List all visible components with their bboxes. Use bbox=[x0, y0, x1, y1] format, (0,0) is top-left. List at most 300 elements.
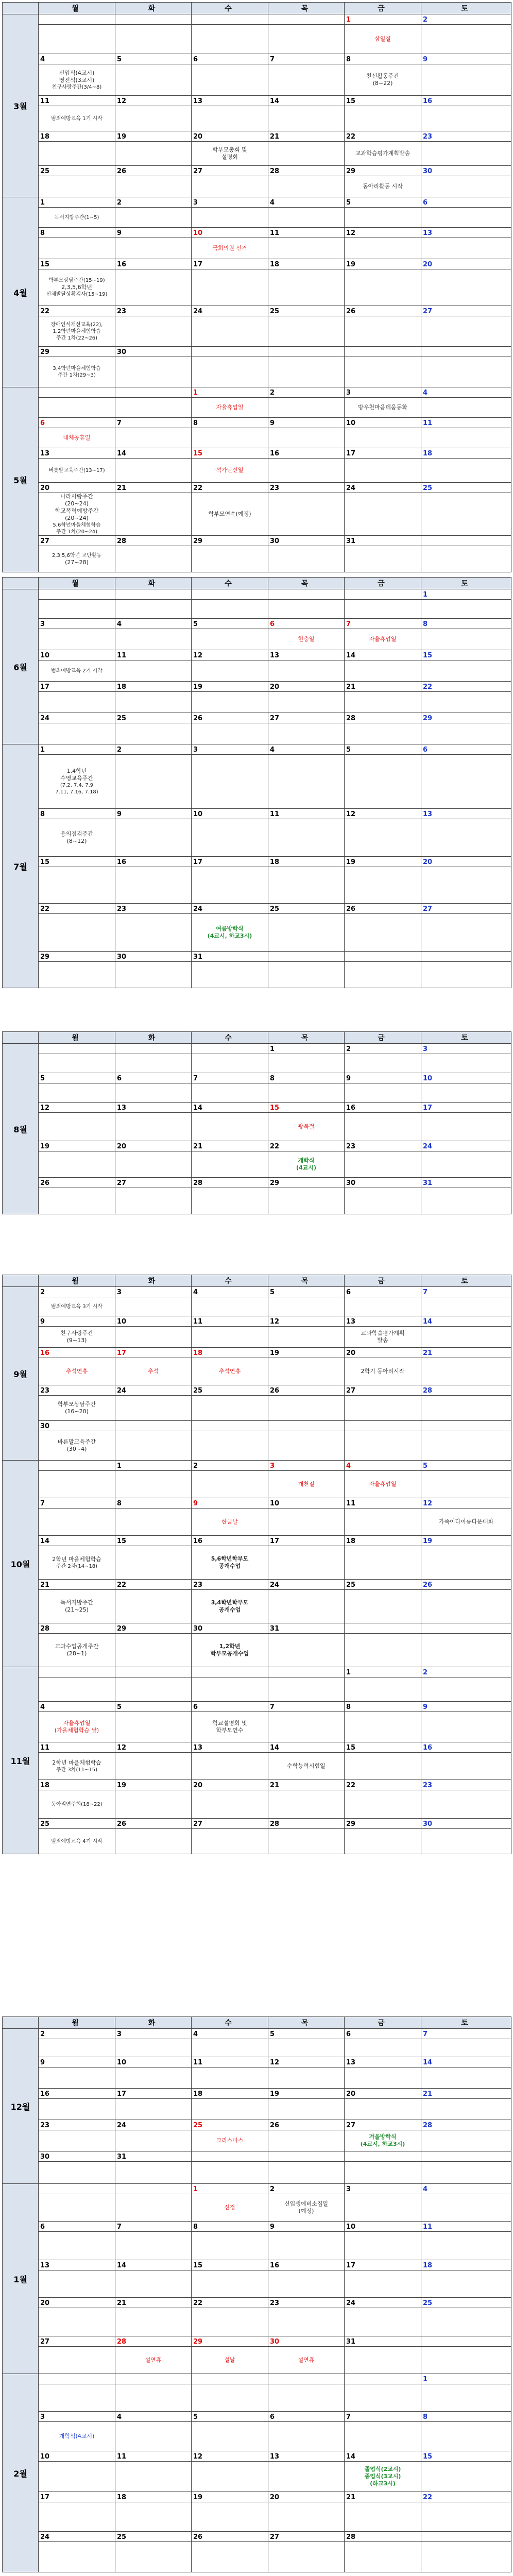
day-cell bbox=[115, 1348, 192, 1358]
event-text: 버릇발교육주간(13~17) bbox=[48, 467, 105, 473]
day-number: 28 bbox=[423, 2122, 433, 2129]
day-number: 26 bbox=[193, 2533, 203, 2541]
empty-event-cell bbox=[268, 2384, 345, 2412]
day-number: 12 bbox=[193, 2453, 203, 2461]
empty-event-cell bbox=[115, 1829, 192, 1854]
week-event-row bbox=[3, 2384, 511, 2412]
calendar-section bbox=[2, 577, 511, 988]
week-event-row bbox=[3, 1634, 511, 1667]
empty-event-cell bbox=[345, 1790, 421, 1819]
event-cell bbox=[268, 1753, 345, 1780]
day-number: 31 bbox=[270, 1625, 280, 1633]
empty-event-cell bbox=[421, 1054, 511, 1073]
event-cell bbox=[345, 142, 421, 166]
event-cell bbox=[39, 546, 115, 572]
empty-event-cell bbox=[345, 1677, 421, 1702]
event-text: 5,6학년마을체험학습 bbox=[53, 522, 101, 528]
event-text: 3,4학년학부모 bbox=[211, 1599, 249, 1606]
day-cell bbox=[115, 2532, 192, 2542]
empty-event-cell bbox=[268, 723, 345, 744]
empty-event-cell bbox=[421, 2270, 511, 2298]
day-cell bbox=[268, 1141, 345, 1151]
day-cell bbox=[268, 1623, 345, 1634]
event-cell bbox=[192, 1590, 268, 1623]
empty-event-cell bbox=[268, 1188, 345, 1214]
day-number: 14 bbox=[270, 97, 280, 105]
empty-event-cell bbox=[268, 1396, 345, 1421]
day-cell bbox=[39, 259, 115, 269]
week-event-row bbox=[3, 2308, 511, 2336]
day-cell bbox=[268, 2184, 345, 2194]
empty-event-cell bbox=[421, 1634, 511, 1667]
week-event-row bbox=[3, 1327, 511, 1348]
empty-event-cell bbox=[421, 1677, 511, 1702]
day-cell bbox=[39, 1316, 115, 1327]
day-cell bbox=[421, 682, 511, 692]
day-number: 26 bbox=[346, 308, 356, 315]
empty-event-cell bbox=[421, 867, 511, 904]
week-day-row bbox=[3, 2412, 511, 2422]
day-cell bbox=[192, 14, 268, 25]
day-cell bbox=[115, 228, 192, 238]
event-cell bbox=[345, 64, 421, 96]
empty-event-cell bbox=[268, 914, 345, 952]
empty-event-cell bbox=[115, 1054, 192, 1073]
day-number: 20 bbox=[193, 1782, 203, 1789]
day-number: 18 bbox=[40, 1782, 50, 1789]
day-number: 24 bbox=[346, 2299, 356, 2307]
empty-event-cell bbox=[345, 1188, 421, 1214]
day-cell bbox=[115, 1103, 192, 1113]
day-number: 1 bbox=[193, 2185, 198, 2193]
day-number: 15 bbox=[423, 652, 433, 659]
empty-event-cell bbox=[115, 2462, 192, 2492]
week-event-row bbox=[3, 867, 511, 904]
day-cell bbox=[192, 1580, 268, 1590]
event-cell bbox=[39, 1790, 115, 1819]
event-text: 한글날 bbox=[221, 1518, 238, 1525]
event-cell bbox=[39, 2422, 115, 2451]
day-cell bbox=[345, 1623, 421, 1634]
day-number: 18 bbox=[117, 683, 127, 691]
day-number bbox=[39, 1667, 115, 1677]
event-text: 신입생예비소집일 bbox=[284, 2200, 328, 2207]
day-cell bbox=[192, 1819, 268, 1829]
empty-event-cell bbox=[421, 1188, 511, 1214]
day-number: 25 bbox=[423, 484, 433, 492]
weekday-header: 수 bbox=[192, 1275, 268, 1287]
day-cell bbox=[345, 2374, 421, 2384]
day-number: 15 bbox=[40, 261, 50, 268]
empty-event-cell bbox=[115, 1546, 192, 1580]
empty-event-cell bbox=[192, 2039, 268, 2057]
event-text: 겨울방학식 bbox=[369, 2133, 397, 2140]
day-cell bbox=[421, 857, 511, 867]
day-cell bbox=[421, 1498, 511, 1509]
day-cell bbox=[345, 1702, 421, 1712]
event-text: 2학년 마을체험학습 bbox=[52, 1759, 101, 1766]
day-cell bbox=[268, 1780, 345, 1790]
month-label: 9월 bbox=[3, 1287, 39, 1461]
day-cell bbox=[192, 2451, 268, 2462]
day-cell bbox=[115, 387, 192, 398]
day-number: 20 bbox=[270, 2494, 280, 2501]
day-cell bbox=[192, 418, 268, 428]
day-cell bbox=[345, 1461, 421, 1471]
day-number bbox=[39, 1044, 115, 1054]
day-cell bbox=[268, 54, 345, 64]
week-day-row bbox=[3, 536, 511, 546]
empty-event-cell bbox=[115, 238, 192, 259]
day-number: 2 bbox=[270, 389, 275, 397]
event-text: 학부모상담주간 bbox=[57, 1401, 96, 1408]
empty-event-cell bbox=[421, 1753, 511, 1780]
day-cell bbox=[39, 1780, 115, 1790]
week-event-row bbox=[3, 1471, 511, 1498]
week-day-row bbox=[3, 96, 511, 106]
day-number: 27 bbox=[193, 1820, 203, 1828]
day-number bbox=[421, 1623, 511, 1633]
event-text: 주간 2차(14~18) bbox=[56, 1563, 98, 1569]
empty-event-cell bbox=[115, 2270, 192, 2298]
day-number: 9 bbox=[346, 1075, 351, 1082]
empty-event-cell bbox=[421, 2194, 511, 2222]
week-event-row bbox=[3, 357, 511, 387]
empty-event-cell bbox=[421, 106, 511, 131]
day-number: 5 bbox=[270, 2030, 275, 2038]
day-cell bbox=[192, 166, 268, 176]
empty-event-cell bbox=[345, 2542, 421, 2572]
weekday-header: 화 bbox=[115, 1032, 192, 1044]
empty-event-cell bbox=[421, 962, 511, 988]
empty-event-cell bbox=[268, 2542, 345, 2572]
day-cell bbox=[268, 96, 345, 106]
event-text: 교과학습평가계획 bbox=[361, 1330, 405, 1336]
day-number: 27 bbox=[40, 537, 50, 545]
day-number bbox=[192, 14, 268, 24]
week-event-row bbox=[3, 2270, 511, 2298]
day-number: 12 bbox=[423, 1500, 433, 1507]
empty-event-cell bbox=[192, 1431, 268, 1461]
event-cell bbox=[345, 1358, 421, 1385]
day-cell bbox=[192, 1141, 268, 1151]
empty-event-cell bbox=[268, 1790, 345, 1819]
day-number: 19 bbox=[270, 1349, 280, 1357]
day-number: 13 bbox=[423, 810, 433, 818]
day-number: 18 bbox=[40, 133, 50, 141]
week-day-row bbox=[3, 2374, 511, 2384]
empty-event-cell bbox=[421, 25, 511, 54]
empty-event-cell bbox=[421, 629, 511, 650]
day-cell bbox=[115, 2492, 192, 2502]
day-number: 30 bbox=[423, 1820, 433, 1828]
week-day-row bbox=[3, 1073, 511, 1083]
day-number: 8 bbox=[423, 620, 428, 628]
empty-event-cell bbox=[345, 1151, 421, 1178]
day-cell bbox=[345, 131, 421, 142]
day-cell bbox=[115, 1819, 192, 1829]
day-cell bbox=[192, 259, 268, 269]
event-text: 학부모상담주간(15~19) bbox=[48, 278, 105, 283]
day-cell bbox=[39, 713, 115, 723]
day-number: 11 bbox=[193, 2059, 203, 2066]
month-label: 5월 bbox=[3, 387, 39, 572]
empty-event-cell bbox=[115, 1083, 192, 1103]
day-number: 24 bbox=[40, 2533, 50, 2541]
week-event-row bbox=[3, 2422, 511, 2451]
day-number: 16 bbox=[423, 97, 433, 105]
week-event-row bbox=[3, 2130, 511, 2151]
day-cell bbox=[268, 650, 345, 660]
day-number: 3 bbox=[117, 2030, 122, 2038]
day-cell bbox=[39, 1421, 115, 1431]
empty-event-cell bbox=[115, 2232, 192, 2260]
empty-event-cell bbox=[115, 2542, 192, 2572]
day-number: 18 bbox=[423, 2262, 433, 2269]
empty-event-cell bbox=[39, 2130, 115, 2151]
empty-event-cell bbox=[421, 2462, 511, 2492]
day-cell bbox=[345, 1421, 421, 1431]
day-number: 19 bbox=[117, 133, 127, 141]
weekday-header: 토 bbox=[421, 2017, 511, 2029]
month-label: 2월 bbox=[3, 2374, 39, 2572]
empty-event-cell bbox=[115, 493, 192, 536]
day-cell bbox=[115, 347, 192, 357]
empty-event-cell bbox=[421, 1113, 511, 1141]
day-number bbox=[115, 1667, 191, 1677]
event-text: 신입식(4교시) bbox=[59, 69, 95, 76]
day-cell bbox=[421, 809, 511, 819]
day-number: 5 bbox=[346, 199, 351, 207]
day-cell bbox=[192, 1536, 268, 1546]
day-cell bbox=[268, 713, 345, 723]
day-cell bbox=[115, 650, 192, 660]
day-cell bbox=[192, 448, 268, 459]
day-cell bbox=[421, 228, 511, 238]
day-number: 21 bbox=[270, 1782, 280, 1789]
week-event-row bbox=[3, 238, 511, 259]
day-cell bbox=[345, 347, 421, 357]
empty-event-cell bbox=[39, 1509, 115, 1536]
empty-event-cell bbox=[345, 2194, 421, 2222]
day-number: 16 bbox=[423, 1744, 433, 1752]
day-cell bbox=[268, 2451, 345, 2462]
event-text: 학교폭력예방주간 bbox=[55, 507, 99, 514]
event-cell bbox=[192, 142, 268, 166]
event-text: 방우천마음데움동화 bbox=[358, 404, 407, 411]
event-text: 여름방학식 bbox=[216, 925, 244, 932]
empty-event-cell bbox=[192, 660, 268, 682]
week-day-row bbox=[3, 347, 511, 357]
empty-event-cell bbox=[421, 2099, 511, 2120]
empty-event-cell bbox=[192, 755, 268, 809]
day-cell bbox=[192, 131, 268, 142]
empty-event-cell bbox=[115, 962, 192, 988]
event-text: 동아리활동 시작 bbox=[363, 183, 403, 190]
day-cell bbox=[115, 2451, 192, 2462]
empty-event-cell bbox=[268, 1431, 345, 1461]
day-number bbox=[192, 347, 268, 357]
week-event-row bbox=[3, 755, 511, 809]
day-number: 3 bbox=[423, 1045, 428, 1053]
day-cell bbox=[39, 1141, 115, 1151]
day-cell bbox=[115, 2057, 192, 2067]
empty-event-cell bbox=[115, 269, 192, 306]
day-cell bbox=[421, 387, 511, 398]
day-number: 28 bbox=[346, 2533, 356, 2541]
day-number: 16 bbox=[117, 261, 127, 268]
day-cell bbox=[421, 2260, 511, 2270]
day-cell bbox=[345, 1316, 421, 1327]
empty-event-cell bbox=[39, 2347, 115, 2374]
day-cell bbox=[421, 1385, 511, 1396]
event-cell bbox=[39, 1546, 115, 1580]
event-text: 신정 bbox=[224, 2204, 235, 2211]
day-cell bbox=[268, 2151, 345, 2162]
day-cell bbox=[421, 2184, 511, 2194]
day-number: 20 bbox=[117, 1143, 127, 1150]
event-cell bbox=[39, 269, 115, 306]
day-number: 14 bbox=[270, 1744, 280, 1752]
event-text: 학부모공개수업 bbox=[210, 1650, 249, 1657]
event-text: 개학식 bbox=[298, 1157, 315, 1164]
day-cell bbox=[421, 2492, 511, 2502]
empty-event-cell bbox=[115, 106, 192, 131]
day-number: 15 bbox=[193, 450, 203, 457]
day-cell bbox=[39, 904, 115, 914]
day-number: 23 bbox=[117, 308, 127, 315]
day-cell bbox=[268, 1742, 345, 1753]
empty-event-cell bbox=[192, 1297, 268, 1316]
day-cell bbox=[421, 1141, 511, 1151]
event-cell bbox=[192, 1546, 268, 1580]
empty-event-cell bbox=[192, 1151, 268, 1178]
weekday-header: 화 bbox=[115, 578, 192, 589]
empty-event-cell bbox=[421, 1829, 511, 1854]
day-number: 9 bbox=[423, 56, 428, 63]
empty-event-cell bbox=[268, 1829, 345, 1854]
event-text: 종업식(3교시) bbox=[364, 2473, 401, 2480]
event-cell bbox=[192, 2347, 268, 2374]
event-text: 독서지방주간 bbox=[60, 1599, 93, 1606]
event-cell bbox=[192, 459, 268, 483]
day-cell bbox=[115, 1623, 192, 1634]
day-number: 13 bbox=[40, 2262, 50, 2269]
week-event-row bbox=[3, 723, 511, 744]
day-number: 27 bbox=[193, 167, 203, 175]
day-number: 21 bbox=[346, 683, 356, 691]
day-cell bbox=[115, 536, 192, 546]
day-cell bbox=[268, 1819, 345, 1829]
day-cell bbox=[192, 650, 268, 660]
day-cell bbox=[421, 166, 511, 176]
event-text: 자율휴업일 bbox=[216, 404, 244, 411]
week-event-row bbox=[3, 1188, 511, 1214]
event-cell bbox=[39, 493, 115, 536]
day-cell bbox=[421, 2029, 511, 2039]
empty-event-cell bbox=[39, 2039, 115, 2057]
day-cell bbox=[192, 952, 268, 962]
event-cell bbox=[192, 1358, 268, 1385]
week-event-row bbox=[3, 1590, 511, 1623]
day-cell bbox=[268, 131, 345, 142]
day-cell bbox=[345, 14, 421, 25]
day-cell bbox=[39, 306, 115, 316]
day-number: 28 bbox=[270, 1820, 280, 1828]
day-cell bbox=[115, 589, 192, 600]
week-day-row bbox=[3, 1316, 511, 1327]
day-number: 27 bbox=[346, 1387, 356, 1395]
empty-event-cell bbox=[115, 914, 192, 952]
day-number: 11 bbox=[423, 419, 433, 427]
day-number bbox=[268, 347, 344, 357]
day-number: 8 bbox=[346, 56, 351, 63]
empty-event-cell bbox=[421, 142, 511, 166]
empty-event-cell bbox=[115, 1431, 192, 1461]
day-number: 28 bbox=[346, 715, 356, 722]
day-cell bbox=[39, 387, 115, 398]
day-number: 30 bbox=[270, 2338, 280, 2346]
day-cell bbox=[345, 2151, 421, 2162]
week-day-row bbox=[3, 1385, 511, 1396]
empty-event-cell bbox=[192, 819, 268, 857]
day-cell bbox=[192, 2151, 268, 2162]
day-cell bbox=[345, 2184, 421, 2194]
day-cell bbox=[345, 744, 421, 755]
empty-event-cell bbox=[115, 1509, 192, 1536]
day-number: 12 bbox=[346, 229, 356, 237]
day-number bbox=[115, 1421, 191, 1431]
day-cell bbox=[421, 713, 511, 723]
event-text: 친구사랑주간(3/4~8) bbox=[52, 84, 102, 90]
day-cell bbox=[421, 1287, 511, 1297]
event-text: 추석 bbox=[147, 1368, 159, 1375]
week-day-row bbox=[3, 1536, 511, 1546]
empty-event-cell bbox=[421, 2347, 511, 2374]
empty-event-cell bbox=[345, 755, 421, 809]
day-number: 13 bbox=[40, 450, 50, 457]
event-text: (27~28) bbox=[65, 558, 89, 566]
day-cell bbox=[268, 228, 345, 238]
calendar-section bbox=[2, 1031, 511, 1214]
day-number: 25 bbox=[117, 2533, 127, 2541]
day-number: 6 bbox=[423, 199, 428, 207]
empty-event-cell bbox=[421, 2308, 511, 2336]
empty-event-cell bbox=[421, 2067, 511, 2089]
day-cell bbox=[39, 448, 115, 459]
day-cell bbox=[39, 857, 115, 867]
event-text: 자율휴업일 bbox=[369, 636, 397, 642]
empty-event-cell bbox=[345, 357, 421, 387]
day-number: 22 bbox=[193, 484, 203, 492]
empty-event-cell bbox=[421, 755, 511, 809]
day-number: 7 bbox=[117, 2223, 122, 2231]
day-number: 16 bbox=[346, 1104, 356, 1112]
weekday-header: 수 bbox=[192, 1032, 268, 1044]
day-number: 30 bbox=[423, 167, 433, 175]
day-number: 8 bbox=[193, 419, 198, 427]
day-number: 29 bbox=[40, 348, 50, 356]
empty-event-cell bbox=[115, 546, 192, 572]
month-table bbox=[2, 1275, 511, 1854]
empty-event-cell bbox=[39, 238, 115, 259]
day-cell bbox=[345, 809, 421, 819]
day-cell bbox=[421, 1623, 511, 1634]
event-text: 개천절 bbox=[298, 1481, 315, 1487]
day-number: 7 bbox=[346, 620, 351, 628]
day-number: 12 bbox=[270, 1318, 280, 1326]
day-cell bbox=[192, 2029, 268, 2039]
